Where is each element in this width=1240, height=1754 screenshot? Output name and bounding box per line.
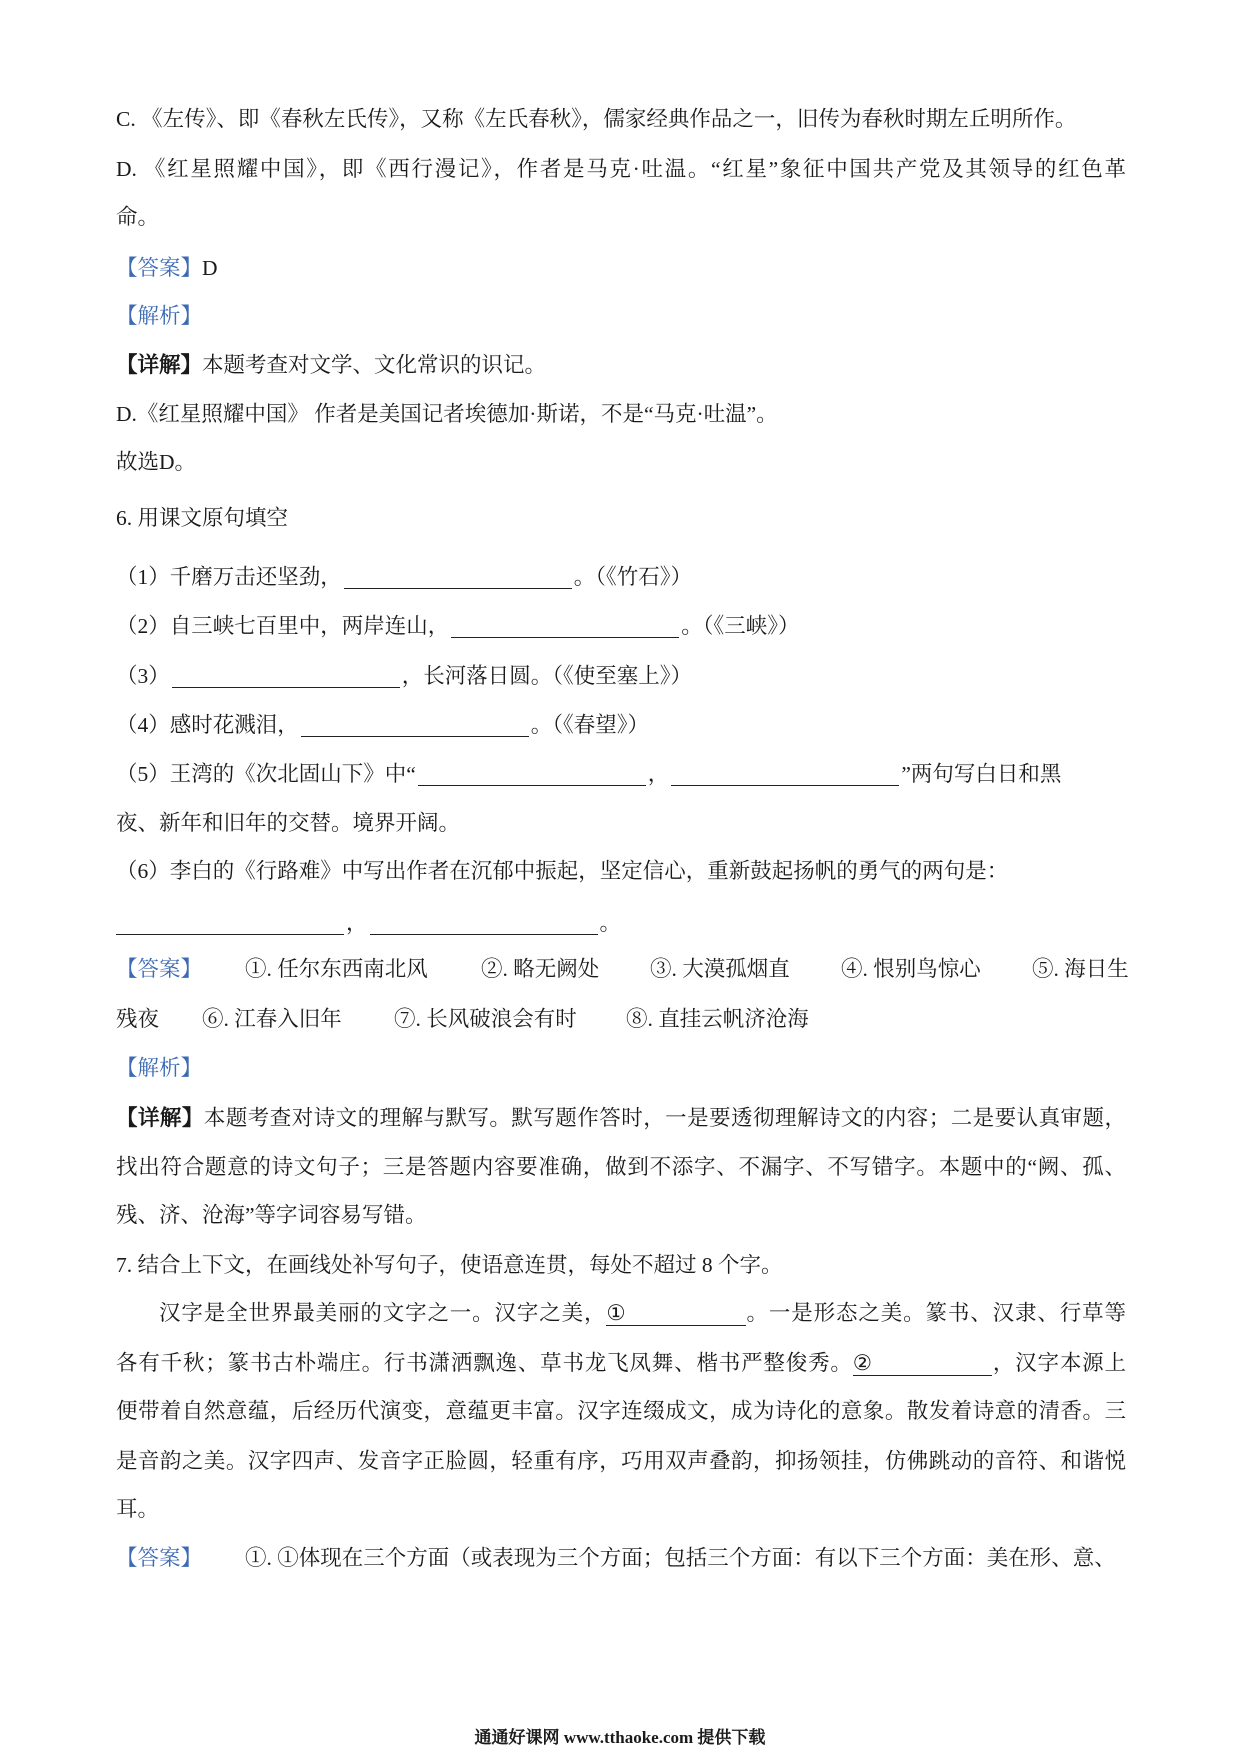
answer-blank xyxy=(451,637,679,638)
answer-item: ⑥. 江春入旧年 xyxy=(202,1007,342,1031)
q6-item-6: （6）李白的《行路难》中写出作者在沉郁中振起，坚定信心，重新鼓起扬帆的勇气的两句是： xyxy=(116,859,1009,883)
detail-text: 本题考查对诗文的理解与默写。默写题作答时，一是要透彻理解诗文的内容；二是要认真审题， xyxy=(203,1106,1126,1130)
q6-item-1 xyxy=(116,562,692,592)
answer-blank xyxy=(370,934,598,935)
q7-title: 7. 结合上下文，在画线处补写句子，使语意连贯，每处不超过 8 个字。 xyxy=(116,1253,783,1277)
item-text-end: ”两句写白日和黑 xyxy=(901,762,1062,786)
answer-text: ①. ①体现在三个方面（或表现为三个方面；包括三个方面：有以下三个方面：美在形、意、 xyxy=(245,1546,1116,1570)
q5-answer xyxy=(116,253,218,283)
q6-detail-line1 xyxy=(116,1103,1126,1133)
item-text: （4）感时花溅泪， xyxy=(116,713,299,737)
answer-item: ②. 略无阙处 xyxy=(481,957,600,981)
q6-item-5 xyxy=(116,759,1061,789)
item-text: （3） xyxy=(116,664,170,688)
item-separator: ， xyxy=(346,911,368,935)
q5-analysis-label: 【解析】 xyxy=(116,304,203,328)
q6-analysis-label: 【解析】 xyxy=(116,1056,203,1080)
q5-explanation: D.《红星照耀中国》 作者是美国记者埃德加·斯诺，不是“马克·吐温”。 xyxy=(116,402,778,426)
answer-value: D xyxy=(202,256,218,280)
q6-title: 6. 用课文原句填空 xyxy=(116,506,289,530)
item-source: 。（《竹石》） xyxy=(573,565,693,589)
answer-label: 【答案】 xyxy=(116,957,203,981)
q7-passage-line1 xyxy=(159,1298,1126,1328)
q6-item-5-continued: 夜、新年和旧年的交替。境界开阔。 xyxy=(116,811,461,835)
q5-conclusion: 故选D。 xyxy=(116,450,197,474)
blank-1 xyxy=(606,1301,745,1326)
passage-text: 各有千秋；篆书古朴端庄。行书潇洒飘逸、草书龙飞凤舞、楷书严整俊秀。 xyxy=(116,1351,853,1375)
q7-answer xyxy=(116,1543,1116,1573)
q5-option-d-continued: 命。 xyxy=(116,205,160,229)
item-source: 。（《三峡》） xyxy=(681,614,800,638)
answer-blank xyxy=(671,785,899,786)
blank-marker: ② xyxy=(852,1351,873,1375)
answer-item: ⑤. 海日生 xyxy=(1032,957,1129,981)
q6-item-4 xyxy=(116,710,649,740)
q5-option-c: C. 《左传》、即《春秋左氏传》，又称《左氏春秋》，儒家经典作品之一，旧传为春秋时期左丘明所作。 xyxy=(116,107,1077,131)
q6-item-2 xyxy=(116,611,800,641)
blank-2 xyxy=(853,1351,992,1376)
answer-item: ①. 任尔东西南北风 xyxy=(245,957,428,981)
passage-text: 。一是形态之美。篆书、汉隶、行草等 xyxy=(745,1301,1126,1325)
answer-item: 残夜 xyxy=(116,1007,160,1031)
q5-detail xyxy=(116,350,546,380)
detail-label: 【详解】 xyxy=(116,1106,204,1130)
answer-blank xyxy=(301,736,529,737)
q6-detail-line2: 找出符合题意的诗文句子；三是答题内容要准确，做到不添字、不漏字、不写错字。本题中的“阙、孤、 xyxy=(116,1155,1126,1179)
detail-text: 本题考查对文学、文化常识的识记。 xyxy=(202,353,547,377)
answer-blank xyxy=(344,588,572,589)
q6-item-3 xyxy=(116,661,692,691)
answer-blank xyxy=(116,934,344,935)
blank-marker: ① xyxy=(606,1301,626,1325)
passage-text: ，汉字本源上 xyxy=(992,1351,1126,1375)
answer-label: 【答案】 xyxy=(116,1546,203,1570)
answer-item: ③. 大漠孤烟直 xyxy=(650,957,790,981)
detail-label: 【详解】 xyxy=(116,353,203,377)
page-footer: 通通好课网 www.tthaoke.com 提供下载 xyxy=(474,1728,766,1747)
answer-label: 【答案】 xyxy=(116,256,203,280)
q6-detail-line3: 残、济、沧海”等字词容易写错。 xyxy=(116,1203,427,1227)
q6-answer-line1 xyxy=(116,954,1129,984)
item-text: （2）自三峡七百里中，两岸连山， xyxy=(116,614,450,638)
item-source: ，长河落日圆。（《使至塞上》） xyxy=(401,664,693,688)
q7-passage-line2 xyxy=(116,1348,1126,1378)
passage-text: 汉字是全世界最美丽的文字之一。汉字之美， xyxy=(159,1301,607,1325)
answer-item: ⑧. 直挂云帆济沧海 xyxy=(626,1007,809,1031)
q7-passage-line3: 便带着自然意蕴，后经历代演变，意蕴更丰富。汉字连缀成文，成为诗化的意象。散发着诗意的清香。三 xyxy=(116,1399,1126,1423)
answer-item: ⑦. 长风破浪会有时 xyxy=(394,1007,577,1031)
q6-item-6-blanks xyxy=(116,908,621,938)
item-source: 。（《春望》） xyxy=(530,713,650,737)
q7-passage-line5: 耳。 xyxy=(116,1497,160,1521)
q7-passage-line4: 是音韵之美。汉字四声、发音字正脸圆，轻重有序，巧用双声叠韵，抑扬领挂，仿佛跳动的音符、和谐悦 xyxy=(116,1449,1126,1473)
answer-blank xyxy=(418,785,646,786)
item-end: 。 xyxy=(599,911,622,935)
q5-option-d: D. 《红星照耀中国》，即《西行漫记》，作者是马克·吐温。“红星”象征中国共产党及其领导的红色革 xyxy=(116,157,1126,181)
item-separator: ， xyxy=(647,762,670,786)
item-text: （5）王湾的《次北固山下》中“ xyxy=(116,762,416,786)
answer-item: ④. 恨别鸟惊心 xyxy=(841,957,981,981)
answer-blank xyxy=(172,687,400,688)
item-text: （1）千磨万击还坚劲， xyxy=(116,565,342,589)
